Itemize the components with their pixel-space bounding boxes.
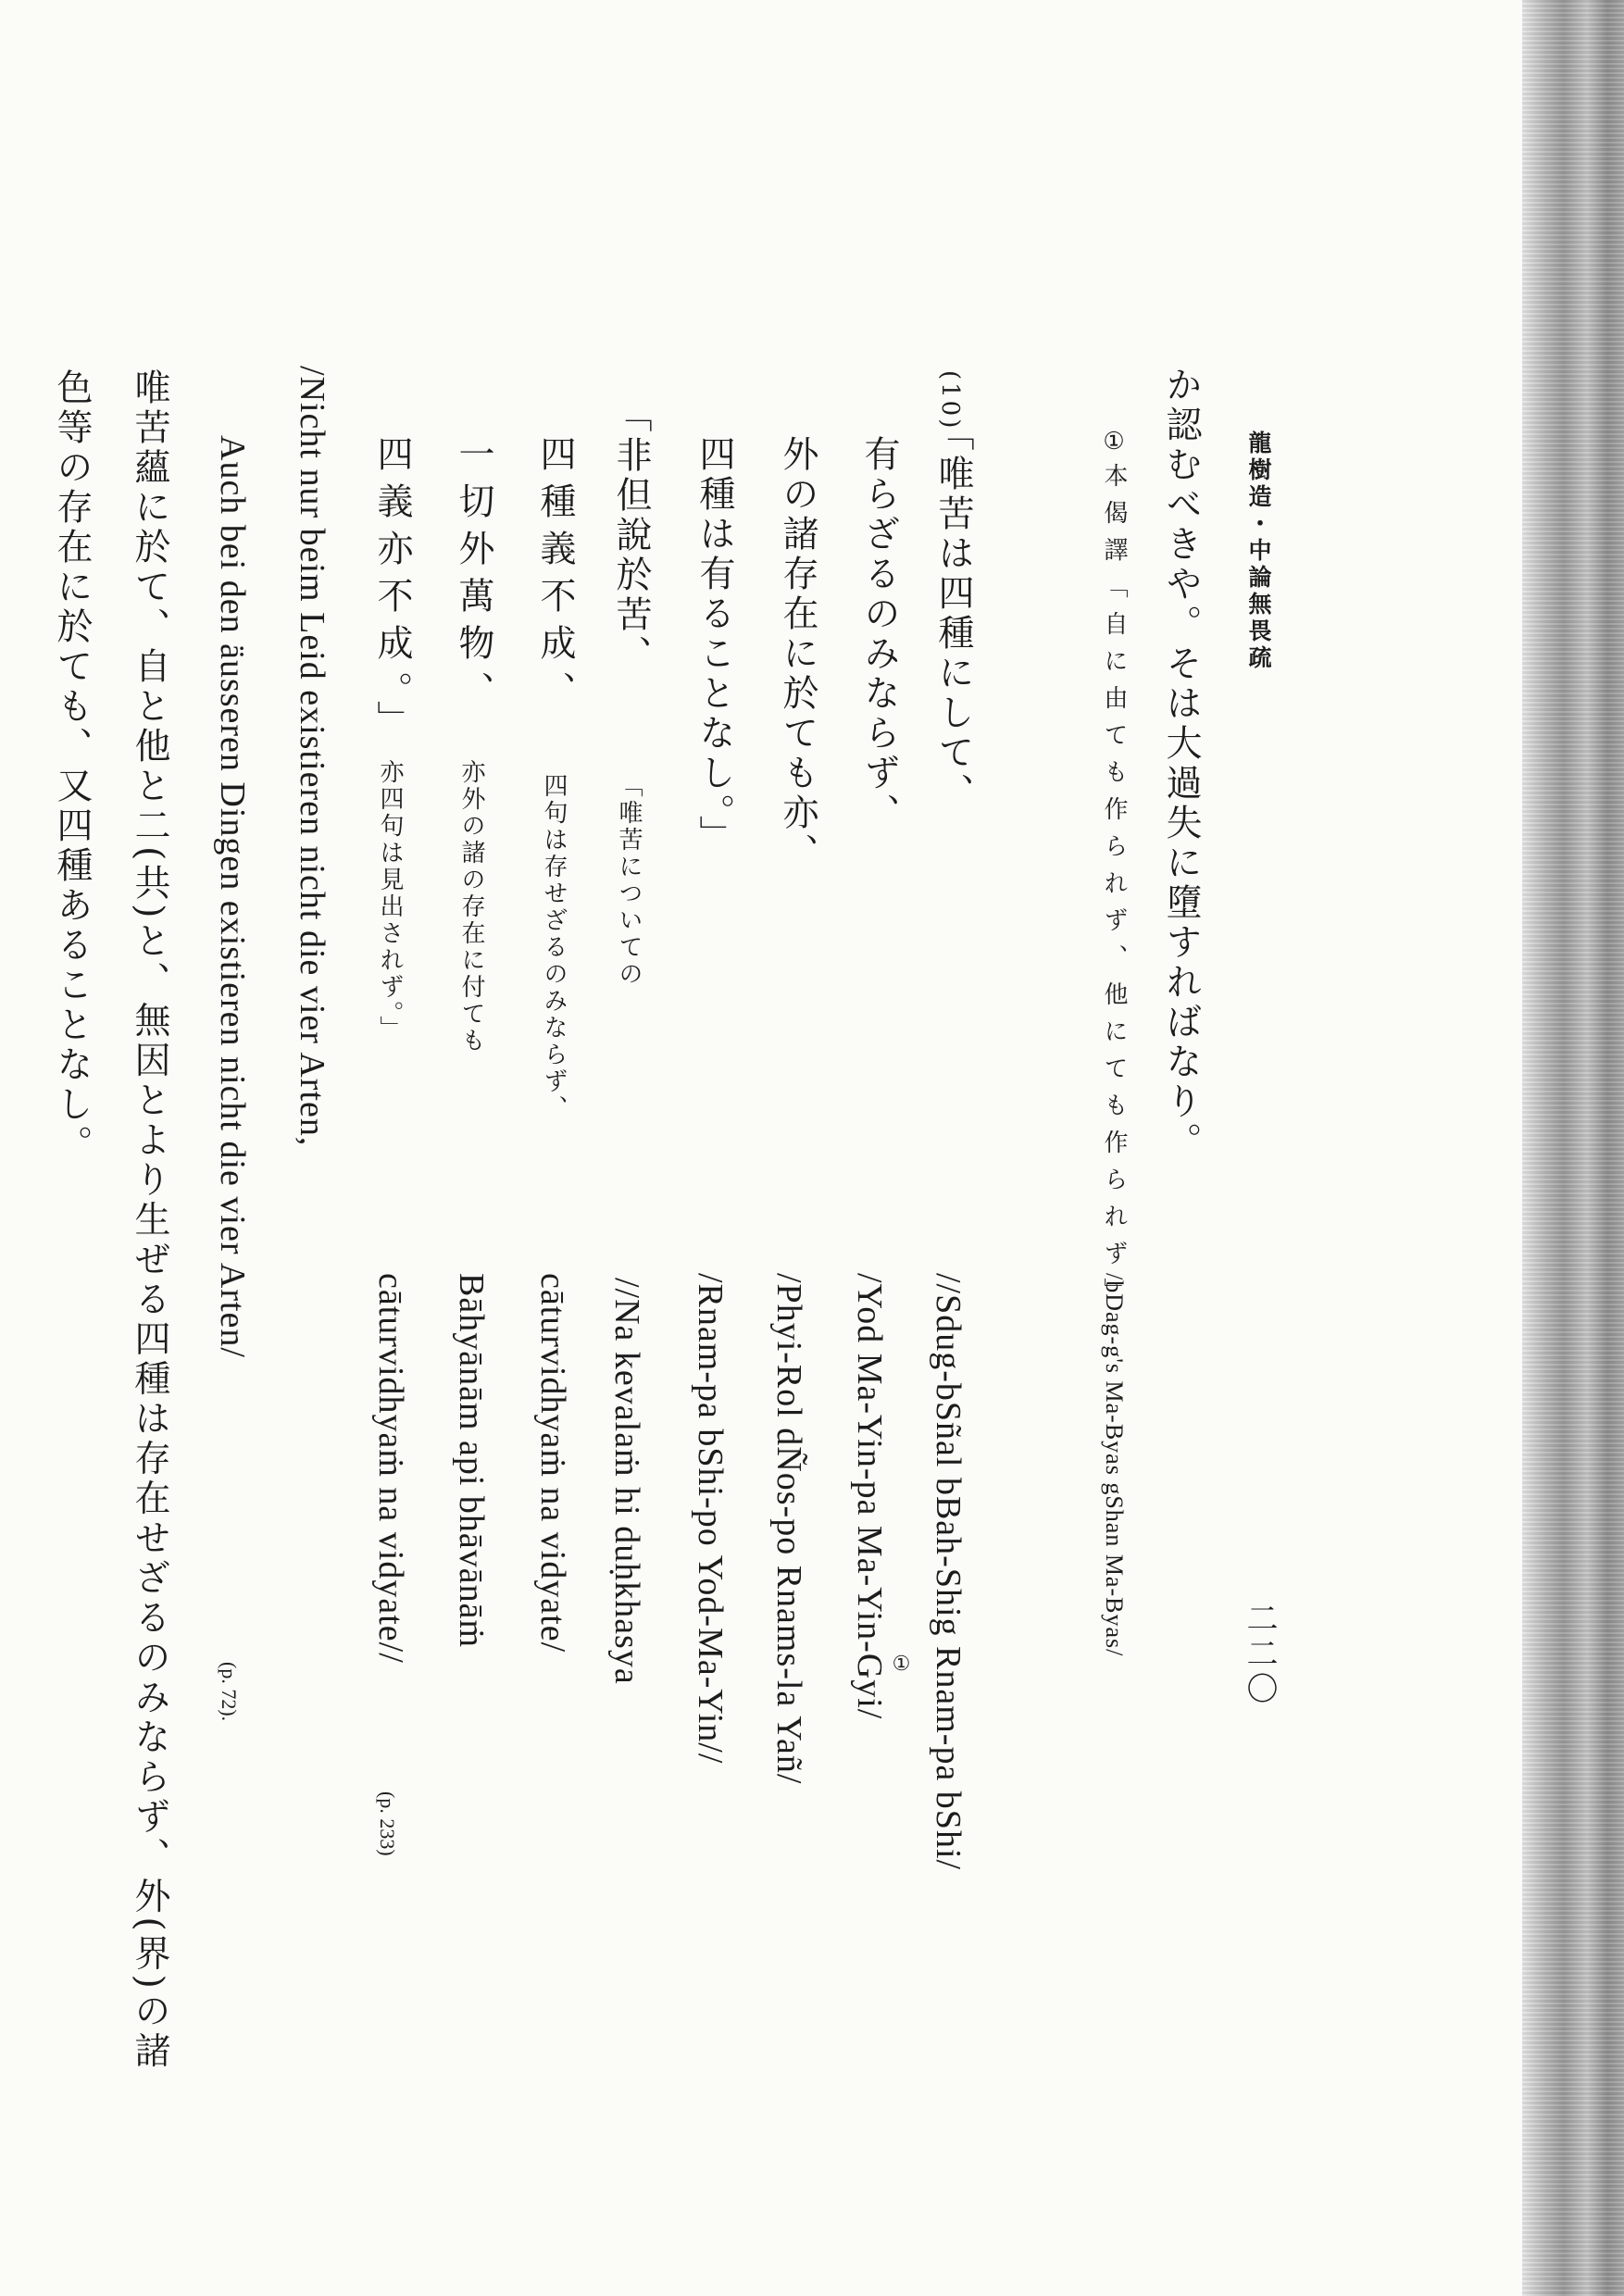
page-number: 二二〇 bbox=[1241, 1602, 1278, 1707]
verse-jp-line-4: 四種は有ることなし。」 bbox=[693, 435, 735, 855]
verse-cn-gloss-4: 亦四句は見出されず。」 bbox=[376, 759, 404, 1042]
verse-cn-line-2: 四種義不成、 bbox=[534, 435, 576, 718]
verse-cn-line-1: 「非但說於苦、 bbox=[610, 396, 652, 675]
verse-cn-gloss-1: 「唯苦についての bbox=[615, 773, 643, 988]
verse-jp-line-3: 外の諸存在に於ても亦、 bbox=[777, 435, 818, 873]
intro-line: か認むべきや。そは大過失に墮すればなり。 bbox=[1160, 366, 1202, 1162]
german-line-1: /Nicht nur beim Leid existieren nicht die vier Arten, bbox=[293, 366, 331, 1147]
german-reference: (p. 72). bbox=[218, 1662, 241, 1722]
scan-edge-shadow bbox=[1522, 0, 1624, 2296]
verse-tib-line-2: /Yod Ma-Yin-pa Ma-Yin-Gyi/ bbox=[850, 1273, 889, 1720]
verse-skt-line-2: cāturvidhyaṁ na vidyate/ bbox=[533, 1273, 572, 1653]
verse-cn-gloss-3: 亦外の諸の存在に付ても bbox=[457, 759, 485, 1054]
verse-cn-gloss-2: 四句は存せざるのみならず、 bbox=[540, 773, 568, 1122]
verse-skt-reference: (p. 233) bbox=[376, 1791, 399, 1856]
footnote-text: 本偈譯「自に由ても作られず、他にても作られず」 bbox=[1100, 463, 1128, 1315]
verse-jp-line-1: 「唯苦は四種にして、 bbox=[932, 415, 974, 813]
body-line-1: 唯苦蘊に於て、自と他と二(共)と、無因とより生ぜる四種は存在せざるのみならず、外(界)の諸 bbox=[129, 368, 170, 2072]
verse-skt-line-1: //Na kevalaṁ hi duḥkhasya bbox=[607, 1278, 646, 1685]
verse-skt-line-4: cāturvidhyaṁ na vidyate// bbox=[371, 1273, 410, 1664]
footnote-marker: ① bbox=[1100, 428, 1128, 458]
footnote-tibetan: /bDag-g's Ma-Byas gShan Ma-Byas/ bbox=[1101, 1273, 1128, 1657]
verse-tib-marker: ① bbox=[891, 1653, 914, 1676]
verse-number: (10) bbox=[936, 370, 964, 431]
verse-cn-line-3: 一切外萬物、 bbox=[453, 435, 494, 718]
verse-cn-line-4: 四義亦不成。」 bbox=[371, 435, 413, 748]
verse-jp-line-2: 有らざるのみならず、 bbox=[858, 435, 900, 833]
german-line-2: Auch bei den äusseren Dingen existieren nicht die vier Arten/ bbox=[213, 435, 252, 1358]
verse-skt-line-3: Bāhyānām api bhāvānāṁ bbox=[452, 1273, 491, 1649]
verse-tib-line-1: //Sdug-bSñal bBah-Shig Rnam-pa bShi/ bbox=[929, 1273, 968, 1871]
verse-tib-line-4: /Rnam-pa bShi-po Yod-Ma-Yin// bbox=[691, 1273, 730, 1765]
running-title: 龍樹造・中論無畏疏 bbox=[1245, 430, 1272, 672]
verse-tib-line-3: /Phyi-Rol dÑos-po Rnams-la Yañ/ bbox=[769, 1273, 808, 1785]
body-line-2: 色等の存在に於ても、又四種あることなし。 bbox=[51, 368, 93, 1165]
